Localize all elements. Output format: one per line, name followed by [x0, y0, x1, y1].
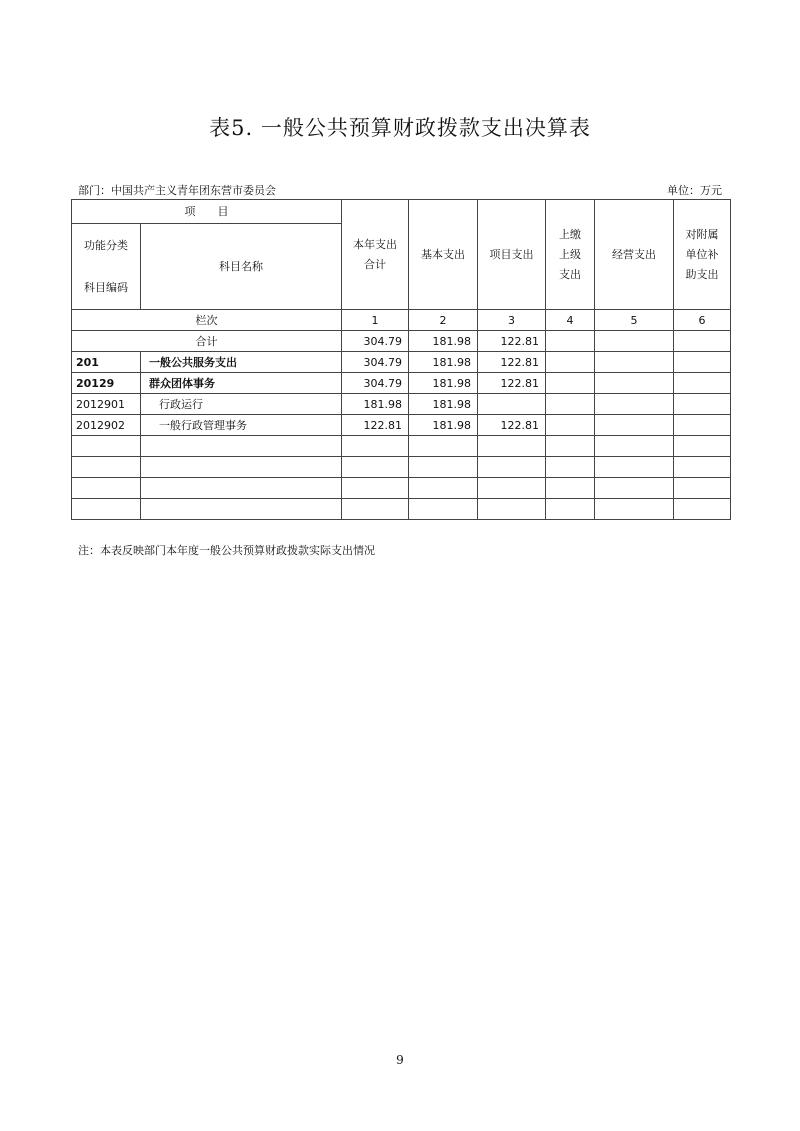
column-index-cell: 5: [595, 310, 674, 331]
header-operating: 经营支出: [595, 200, 674, 310]
empty-cell: [546, 478, 595, 499]
total-label: 合计: [72, 331, 342, 352]
header-upper-line1: 上缴: [559, 227, 581, 241]
value-cell: 122.81: [478, 415, 546, 436]
empty-cell: [674, 457, 731, 478]
value-cell: 122.81: [478, 373, 546, 394]
empty-cell: [409, 436, 478, 457]
value-cell: [546, 352, 595, 373]
column-index-cell: 6: [674, 310, 731, 331]
table-row: [72, 394, 731, 415]
empty-cell: [342, 436, 409, 457]
subject-code: 2012902: [72, 415, 141, 436]
unit-label: 单位：万元: [667, 184, 722, 197]
empty-cell: [674, 499, 731, 520]
header-basic: 基本支出: [409, 200, 478, 310]
header-subsidy-line1: 对附属: [685, 227, 719, 241]
empty-row: [72, 499, 731, 520]
value-cell: [674, 373, 731, 394]
header-upper-line2: 上级: [559, 247, 581, 261]
empty-cell: [141, 478, 342, 499]
table-row: [72, 415, 731, 436]
value-cell: 181.98: [409, 352, 478, 373]
empty-cell: [478, 457, 546, 478]
header-func-class-label: 功能分类: [84, 238, 128, 252]
header-upper-line3: 支出: [559, 267, 581, 281]
value-cell: [478, 394, 546, 415]
header-func-class: [72, 224, 141, 310]
total-cell: 122.81: [478, 331, 546, 352]
empty-row: [72, 457, 731, 478]
empty-cell: [595, 478, 674, 499]
header-total-line1: 本年支出: [353, 237, 397, 251]
header-subject-code: 科目编码: [84, 280, 128, 294]
empty-cell: [141, 457, 342, 478]
value-cell: [674, 415, 731, 436]
header-upper: [546, 200, 595, 310]
empty-cell: [141, 436, 342, 457]
header-subsidy: [674, 200, 731, 310]
header-subject-name: 科目名称: [141, 224, 342, 310]
empty-cell: [595, 436, 674, 457]
page-title: 表5. 一般公共预算财政拨款支出决算表: [209, 116, 591, 140]
value-cell: 304.79: [342, 373, 409, 394]
subject-name: 一般公共服务支出: [141, 352, 342, 373]
total-cell: [546, 331, 595, 352]
value-cell: [674, 352, 731, 373]
value-cell: 122.81: [342, 415, 409, 436]
column-index-cell: 3: [478, 310, 546, 331]
value-cell: 181.98: [409, 373, 478, 394]
subject-name: 群众团体事务: [141, 373, 342, 394]
value-cell: 181.98: [409, 394, 478, 415]
empty-cell: [72, 478, 141, 499]
total-cell: 304.79: [342, 331, 409, 352]
subject-code: 2012901: [72, 394, 141, 415]
empty-cell: [595, 499, 674, 520]
empty-cell: [595, 457, 674, 478]
table-row: [72, 373, 731, 394]
value-cell: [546, 415, 595, 436]
column-index-cell: 2: [409, 310, 478, 331]
empty-cell: [72, 457, 141, 478]
column-index-cell: 4: [546, 310, 595, 331]
column-index-cell: 1: [342, 310, 409, 331]
value-cell: [595, 415, 674, 436]
value-cell: [546, 394, 595, 415]
header-total-line2: 合计: [364, 257, 386, 271]
value-cell: [546, 373, 595, 394]
header-subsidy-line3: 助支出: [685, 267, 719, 281]
empty-row: [72, 436, 731, 457]
empty-cell: [478, 499, 546, 520]
subject-code: 20129: [72, 373, 141, 394]
empty-cell: [342, 457, 409, 478]
total-cell: [674, 331, 731, 352]
empty-cell: [409, 457, 478, 478]
empty-cell: [72, 436, 141, 457]
empty-cell: [546, 457, 595, 478]
empty-cell: [478, 436, 546, 457]
empty-cell: [342, 499, 409, 520]
value-cell: [674, 394, 731, 415]
empty-cell: [674, 436, 731, 457]
header-total: [342, 200, 409, 310]
column-index-row: [72, 310, 731, 331]
subject-name: 行政运行: [141, 394, 342, 415]
table-note: 注：本表反映部门本年度一般公共预算财政拨款实际支出情况: [78, 544, 375, 557]
empty-cell: [409, 478, 478, 499]
empty-row: [72, 478, 731, 499]
value-cell: [595, 394, 674, 415]
value-cell: 181.98: [342, 394, 409, 415]
value-cell: 181.98: [409, 415, 478, 436]
column-index-label: 栏次: [72, 310, 342, 331]
empty-cell: [141, 499, 342, 520]
page-number: 9: [396, 1053, 404, 1067]
total-cell: [595, 331, 674, 352]
empty-cell: [409, 499, 478, 520]
expenditure-table: [71, 199, 731, 520]
empty-cell: [546, 499, 595, 520]
empty-cell: [478, 478, 546, 499]
header-project: 项 目: [72, 200, 342, 224]
value-cell: [595, 352, 674, 373]
department-label: 部门：中国共产主义青年团东营市委员会: [78, 184, 276, 197]
table-row: [72, 352, 731, 373]
empty-cell: [72, 499, 141, 520]
total-cell: 181.98: [409, 331, 478, 352]
empty-cell: [342, 478, 409, 499]
value-cell: 304.79: [342, 352, 409, 373]
empty-cell: [674, 478, 731, 499]
subject-code: 201: [72, 352, 141, 373]
empty-cell: [546, 436, 595, 457]
header-subsidy-line2: 单位补: [685, 247, 719, 261]
header-project-exp: 项目支出: [478, 200, 546, 310]
total-row: [72, 331, 731, 352]
value-cell: [595, 373, 674, 394]
value-cell: 122.81: [478, 352, 546, 373]
subject-name: 一般行政管理事务: [141, 415, 342, 436]
